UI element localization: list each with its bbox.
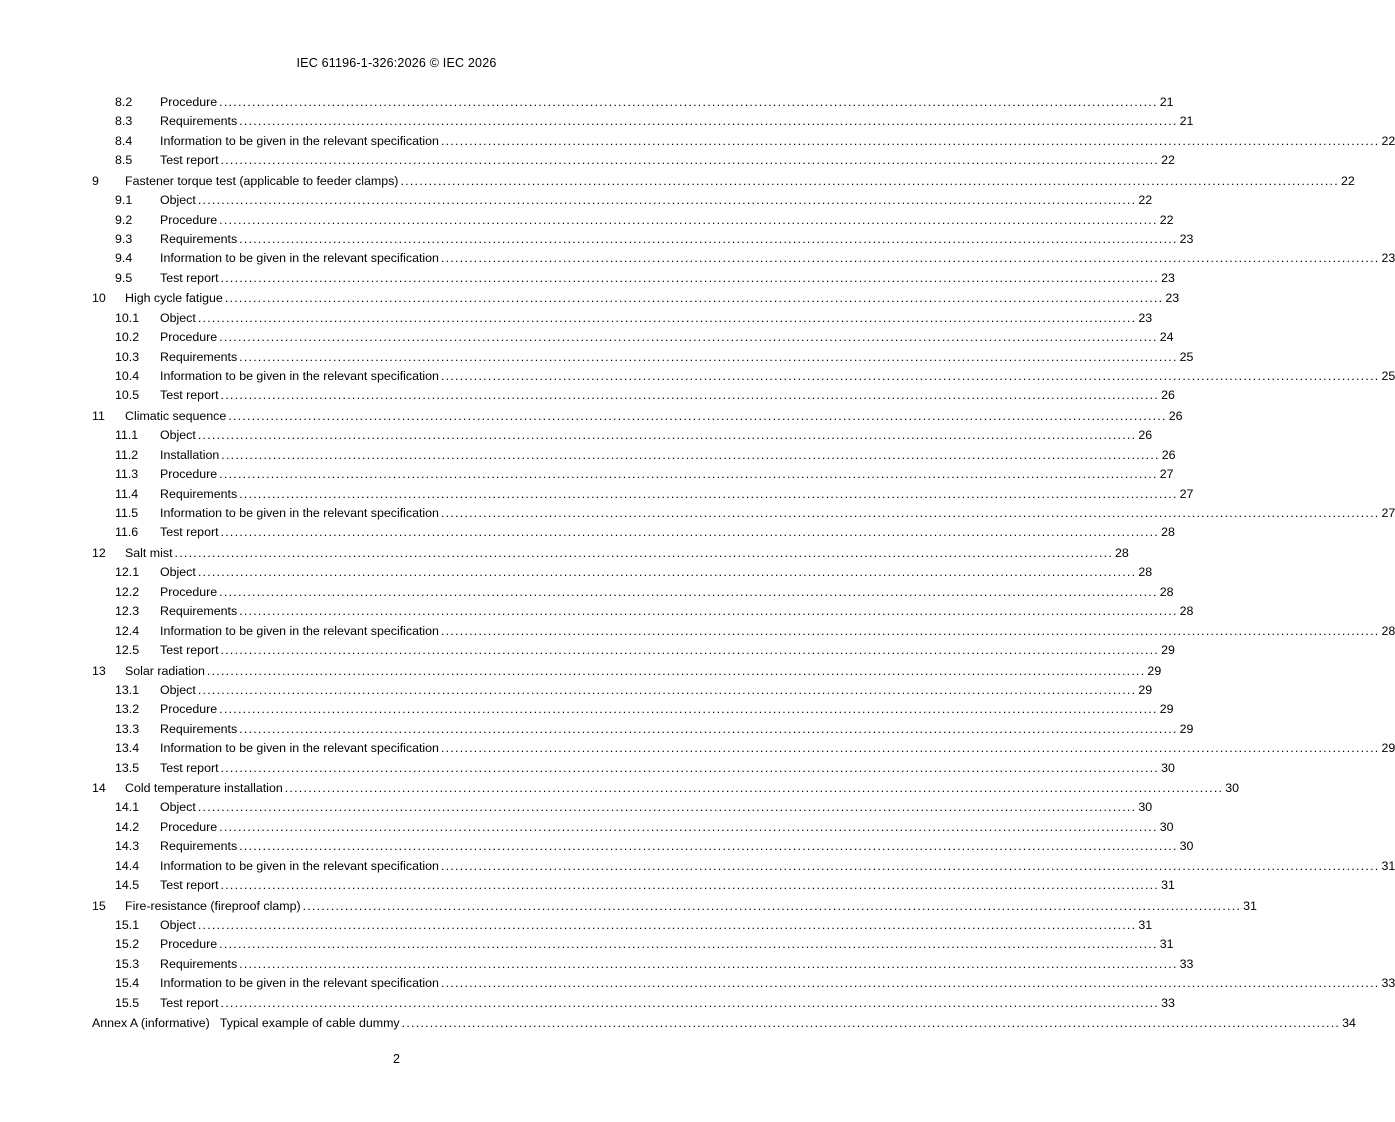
toc-entry-number: 13 [92,663,106,678]
toc-entry-title: Test report [160,643,219,658]
toc-entry[interactable] [92,485,1194,504]
toc-entry-number: 12.4 [115,623,140,638]
toc-entry-number: 8.3 [115,114,133,129]
toc-entry-page: 31 [1159,937,1174,952]
toc-entry-title: Test report [160,270,219,285]
toc-entry-page: 28 [1381,623,1395,638]
toc-entry-title: Installation [160,447,220,462]
toc-entry-page: 29 [1179,721,1194,736]
toc-entry-number: 11 [92,408,105,423]
toc-entry-page: 22 [1381,133,1395,148]
toc-entry-number: 12.1 [115,565,140,580]
toc-entry-page: 31 [1381,858,1395,873]
dot-leader: ........................................................................................................................................................................................................ [197,918,1137,933]
dot-leader: ........................................................................................................................................................................................................ [197,682,1137,697]
toc-entry[interactable] [92,857,1395,876]
toc-entry[interactable] [92,543,1129,563]
dot-leader: ........................................................................................................................................................................................................ [440,369,1380,384]
toc-entry[interactable] [92,328,1174,347]
toc-entry-number: 11.2 [115,447,139,462]
toc-entry-title: Climatic sequence [125,408,227,423]
toc-entry-number: 15.3 [115,956,140,971]
toc-entry[interactable] [92,1013,1356,1033]
toc-entry-title: Procedure [160,819,218,834]
toc-entry[interactable] [92,288,1180,308]
toc-entry-page: 22 [1138,193,1153,208]
toc-entry[interactable] [92,523,1175,542]
toc-entry-title: Object [160,428,196,443]
toc-entry-page: 30 [1179,839,1194,854]
toc-entry-number: 9.3 [115,232,133,247]
toc-entry-page: 30 [1159,819,1174,834]
toc-entry-title: Requirements [160,721,238,736]
dot-leader: ........................................................................................................................................................................................................ [440,976,1380,991]
toc-entry-title: Information to be given in the relevant specification [160,506,439,521]
toc-entry-title: Test report [160,995,219,1010]
toc-entry-number: 11.4 [115,486,139,501]
dot-leader: ........................................................................................................................................................................................................ [239,114,1178,129]
toc-entry-number: 14.5 [115,878,140,893]
toc-entry[interactable] [92,309,1153,328]
dot-leader: ........................................................................................................................................................................................................ [219,212,1158,227]
toc-entry-number: 13.2 [115,702,140,717]
toc-entry[interactable] [92,661,1162,681]
toc-entry[interactable] [92,348,1194,367]
toc-entry[interactable] [92,700,1174,719]
toc-entry-page: 23 [1161,270,1175,285]
toc-entry-title: Cold temperature installation [125,781,283,796]
dot-leader: ........................................................................................................................................................................................................ [221,447,1160,462]
toc-entry-page: 27 [1179,486,1194,501]
toc-entry-title: Annex A (informative) Typical example of cable dummy [92,1016,400,1031]
toc-entry-page: 29 [1381,741,1395,756]
toc-entry[interactable] [92,230,1194,249]
toc-entry[interactable] [92,583,1174,602]
toc-entry-number: 8.4 [115,133,133,148]
dot-leader: ........................................................................................................................................................................................................ [220,388,1160,403]
toc-entry-page: 23 [1138,310,1153,325]
dot-leader: ........................................................................................................................................................................................................ [219,330,1158,345]
toc-entry-page: 28 [1179,604,1194,619]
dot-leader: ........................................................................................................................................................................................................ [440,858,1380,873]
toc-entry-page: 22 [1159,212,1174,227]
toc-entry-page: 22 [1340,173,1355,188]
toc-entry[interactable] [92,406,1183,426]
toc-entry-title: Object [160,800,196,815]
toc-entry-number: 14.3 [115,839,140,854]
dot-leader: ........................................................................................................................................................................................................ [197,565,1137,580]
dot-leader: ........................................................................................................................................................................................................ [219,937,1158,952]
toc-entry-page: 28 [1159,584,1174,599]
toc-entry-title: Fire-resistance (fireproof clamp) [125,898,301,913]
toc-entry-title: Information to be given in the relevant specification [160,133,439,148]
dot-leader: ........................................................................................................................................................................................................ [219,95,1158,109]
toc-entry-number: 8.5 [115,153,133,168]
toc-entry-page: 21 [1179,114,1194,129]
toc-entry-page: 23 [1381,251,1395,266]
dot-leader: ........................................................................................................................................................................................................ [239,604,1178,619]
toc-entry-title: Procedure [160,212,218,227]
dot-leader: ........................................................................................................................................................................................................ [174,545,1114,560]
toc-entry-page: 27 [1159,467,1174,482]
toc-entry-page: 21 [1159,95,1174,109]
toc-entry-number: 9.1 [115,193,133,208]
toc-entry[interactable] [92,426,1153,445]
toc-entry-title: Procedure [160,467,218,482]
toc-entry-number: 10.3 [115,349,140,364]
dot-leader: ........................................................................................................................................................................................................ [239,721,1178,736]
dot-leader: ........................................................................................................................................................................................................ [440,623,1380,638]
toc-entry-title: High cycle fatigue [125,291,223,306]
toc-entry-number: 15.5 [115,995,140,1010]
toc-entry-number: 12.3 [115,604,140,619]
toc-entry[interactable] [92,896,1257,916]
toc-entry-title: Salt mist [125,545,173,560]
toc-entry-number: 14.1 [115,800,140,815]
dot-leader: ........................................................................................................................................................................................................ [400,173,1339,188]
toc-entry-title: Test report [160,525,219,540]
toc-entry[interactable] [92,112,1194,131]
toc-entry-page: 29 [1138,682,1153,697]
toc-entry[interactable] [92,798,1153,817]
dot-leader: ........................................................................................................................................................................................................ [220,643,1160,658]
toc-entry-page: 23 [1179,232,1194,247]
toc-entry[interactable] [92,818,1174,837]
dot-leader: ........................................................................................................................................................................................................ [220,760,1160,775]
dot-leader: ........................................................................................................................................................................................................ [219,702,1158,717]
toc-entry[interactable] [92,916,1153,935]
toc-entry-number: 9.5 [115,270,133,285]
dot-leader: ........................................................................................................................................................................................................ [219,819,1158,834]
dot-leader: ........................................................................................................................................................................................................ [239,839,1178,854]
toc-entry-page: 29 [1159,702,1174,717]
toc-entry-title: Information to be given in the relevant specification [160,976,439,991]
dot-leader: ........................................................................................................................................................................................................ [239,486,1178,501]
toc-entry[interactable] [92,504,1395,523]
toc-entry[interactable] [92,778,1240,798]
toc-entry-number: 9.2 [115,212,133,227]
toc-entry-number: 10.4 [115,369,140,384]
toc-entry[interactable] [92,93,1174,112]
toc-entry-title: Object [160,193,196,208]
toc-entry-number: 15.4 [115,976,140,991]
toc-entry-number: 10 [92,291,106,306]
dot-leader: ........................................................................................................................................................................................................ [284,781,1224,796]
toc-entry-page: 26 [1138,428,1153,443]
toc-entry-number: 14 [92,781,106,796]
toc-entry-number: 13.5 [115,760,140,775]
toc-entry-title: Requirements [160,349,238,364]
toc-entry-title: Information to be given in the relevant specification [160,369,439,384]
toc-entry-page: 29 [1147,663,1162,678]
toc-entry-title: Information to be given in the relevant specification [160,858,439,873]
toc-entry-page: 30 [1138,800,1153,815]
toc-entry-title: Requirements [160,839,238,854]
toc-entry-title: Test report [160,153,219,168]
toc-entry-number: 9 [92,173,99,188]
toc-entry-page: 25 [1179,349,1194,364]
toc-entry[interactable] [92,955,1194,974]
toc-entry[interactable] [92,935,1174,954]
toc-entry[interactable] [92,151,1175,170]
toc-entry-number: 9.4 [115,251,133,266]
dot-leader: ........................................................................................................................................................................................................ [206,663,1146,678]
toc-entry-title: Fastener torque test (applicable to feeder clamps) [125,173,399,188]
toc-entry-page: 23 [1165,291,1180,306]
toc-entry-title: Object [160,918,196,933]
toc-entry-page: 30 [1161,760,1175,775]
toc-entry-title: Test report [160,388,219,403]
table-of-contents [92,93,1395,1034]
dot-leader: ........................................................................................................................................................................................................ [219,467,1158,482]
toc-entry-number: 14.4 [115,858,140,873]
toc-entry-page: 33 [1381,976,1395,991]
toc-entry-title: Procedure [160,330,218,345]
toc-entry-title: Object [160,682,196,697]
toc-entry-page: 24 [1159,330,1174,345]
toc-entry-number: 11.3 [115,467,139,482]
dot-leader: ........................................................................................................................................................................................................ [440,133,1380,148]
toc-entry-number: 10.2 [115,330,140,345]
dot-leader: ........................................................................................................................................................................................................ [220,995,1160,1010]
toc-entry-title: Requirements [160,114,238,129]
dot-leader: ........................................................................................................................................................................................................ [228,408,1167,423]
toc-entry-title: Requirements [160,604,238,619]
toc-entry[interactable] [92,269,1175,288]
toc-entry-number: 11.6 [115,525,139,540]
toc-entry-number: 8.2 [115,95,133,109]
toc-entry[interactable] [92,563,1153,582]
toc-entry[interactable] [92,211,1174,230]
page-header: IEC 61196-1-326:2026 © IEC 2026 [296,56,497,70]
toc-entry[interactable] [92,132,1395,151]
toc-entry-page: 25 [1381,369,1395,384]
toc-entry-page: 28 [1161,525,1175,540]
toc-entry-page: 27 [1381,506,1395,521]
toc-entry[interactable] [92,720,1194,739]
toc-entry-title: Object [160,310,196,325]
toc-entry-page: 33 [1179,956,1194,971]
toc-entry[interactable] [92,837,1194,856]
toc-entry-page: 29 [1161,643,1175,658]
toc-entry[interactable] [92,446,1176,465]
dot-leader: ........................................................................................................................................................................................................ [220,878,1160,893]
dot-leader: ........................................................................................................................................................................................................ [197,310,1137,325]
toc-entry-page: 22 [1161,153,1175,168]
dot-leader: ........................................................................................................................................................................................................ [224,291,1164,306]
toc-entry-title: Requirements [160,232,238,247]
toc-entry[interactable] [92,974,1395,993]
toc-entry-number: 11.5 [115,506,139,521]
toc-entry[interactable] [92,191,1153,210]
dot-leader: ........................................................................................................................................................................................................ [401,1016,1341,1031]
dot-leader: ........................................................................................................................................................................................................ [220,153,1160,168]
toc-entry-title: Requirements [160,956,238,971]
toc-entry[interactable] [92,759,1175,778]
toc-entry-number: 13.4 [115,741,140,756]
toc-entry[interactable] [92,622,1395,641]
toc-entry[interactable] [92,249,1395,268]
toc-entry-number: 15.2 [115,937,140,952]
toc-entry-number: 15.1 [115,918,140,933]
toc-entry-title: Test report [160,878,219,893]
dot-leader: ........................................................................................................................................................................................................ [197,428,1137,443]
dot-leader: ........................................................................................................................................................................................................ [440,251,1380,266]
toc-entry-number: 12.5 [115,643,140,658]
dot-leader: ........................................................................................................................................................................................................ [440,741,1380,756]
toc-entry[interactable] [92,171,1355,191]
toc-entry-title: Procedure [160,95,218,109]
toc-entry-page: 28 [1138,565,1153,580]
dot-leader: ........................................................................................................................................................................................................ [197,193,1137,208]
toc-entry[interactable] [92,739,1395,758]
toc-entry[interactable] [92,876,1175,895]
toc-entry-page: 26 [1161,388,1175,403]
toc-entry-page: 28 [1115,545,1129,560]
toc-entry-title: Procedure [160,937,218,952]
toc-entry-title: Information to be given in the relevant specification [160,251,439,266]
toc-entry-title: Requirements [160,486,238,501]
dot-leader: ........................................................................................................................................................................................................ [220,525,1160,540]
toc-entry-page: 31 [1161,878,1175,893]
toc-entry[interactable] [92,681,1153,700]
toc-entry[interactable] [92,465,1174,484]
toc-entry-number: 12.2 [115,584,140,599]
dot-leader: ........................................................................................................................................................................................................ [239,232,1178,247]
toc-entry-number: 13.1 [115,682,140,697]
page-number: 2 [393,1052,400,1066]
toc-entry-title: Procedure [160,702,218,717]
dot-leader: ........................................................................................................................................................................................................ [239,956,1178,971]
toc-entry[interactable] [92,602,1194,621]
toc-entry-title: Procedure [160,584,218,599]
toc-entry[interactable] [92,641,1175,660]
toc-entry-page: 33 [1161,995,1175,1010]
toc-entry-page: 31 [1138,918,1153,933]
dot-leader: ........................................................................................................................................................................................................ [239,349,1178,364]
toc-entry-number: 10.1 [115,310,140,325]
dot-leader: ........................................................................................................................................................................................................ [197,800,1137,815]
toc-entry[interactable] [92,994,1175,1013]
toc-entry[interactable] [92,386,1175,405]
toc-entry-title: Test report [160,760,219,775]
toc-entry-number: 10.5 [115,388,140,403]
dot-leader: ........................................................................................................................................................................................................ [220,270,1160,285]
toc-entry-title: Information to be given in the relevant specification [160,741,439,756]
toc-entry-page: 34 [1342,1016,1356,1031]
toc-entry-page: 26 [1161,447,1176,462]
dot-leader: ........................................................................................................................................................................................................ [302,898,1242,913]
toc-entry-number: 11.1 [115,428,139,443]
toc-entry-number: 12 [92,545,106,560]
toc-entry-title: Object [160,565,196,580]
toc-entry-number: 14.2 [115,819,140,834]
toc-entry-page: 30 [1225,781,1240,796]
toc-entry-page: 26 [1168,408,1183,423]
toc-entry-number: 13.3 [115,721,140,736]
toc-entry-title: Solar radiation [125,663,205,678]
toc-entry[interactable] [92,367,1395,386]
dot-leader: ........................................................................................................................................................................................................ [219,584,1158,599]
toc-entry-number: 15 [92,898,106,913]
dot-leader: ........................................................................................................................................................................................................ [440,506,1380,521]
toc-entry-title: Information to be given in the relevant specification [160,623,439,638]
toc-entry-page: 31 [1243,898,1257,913]
